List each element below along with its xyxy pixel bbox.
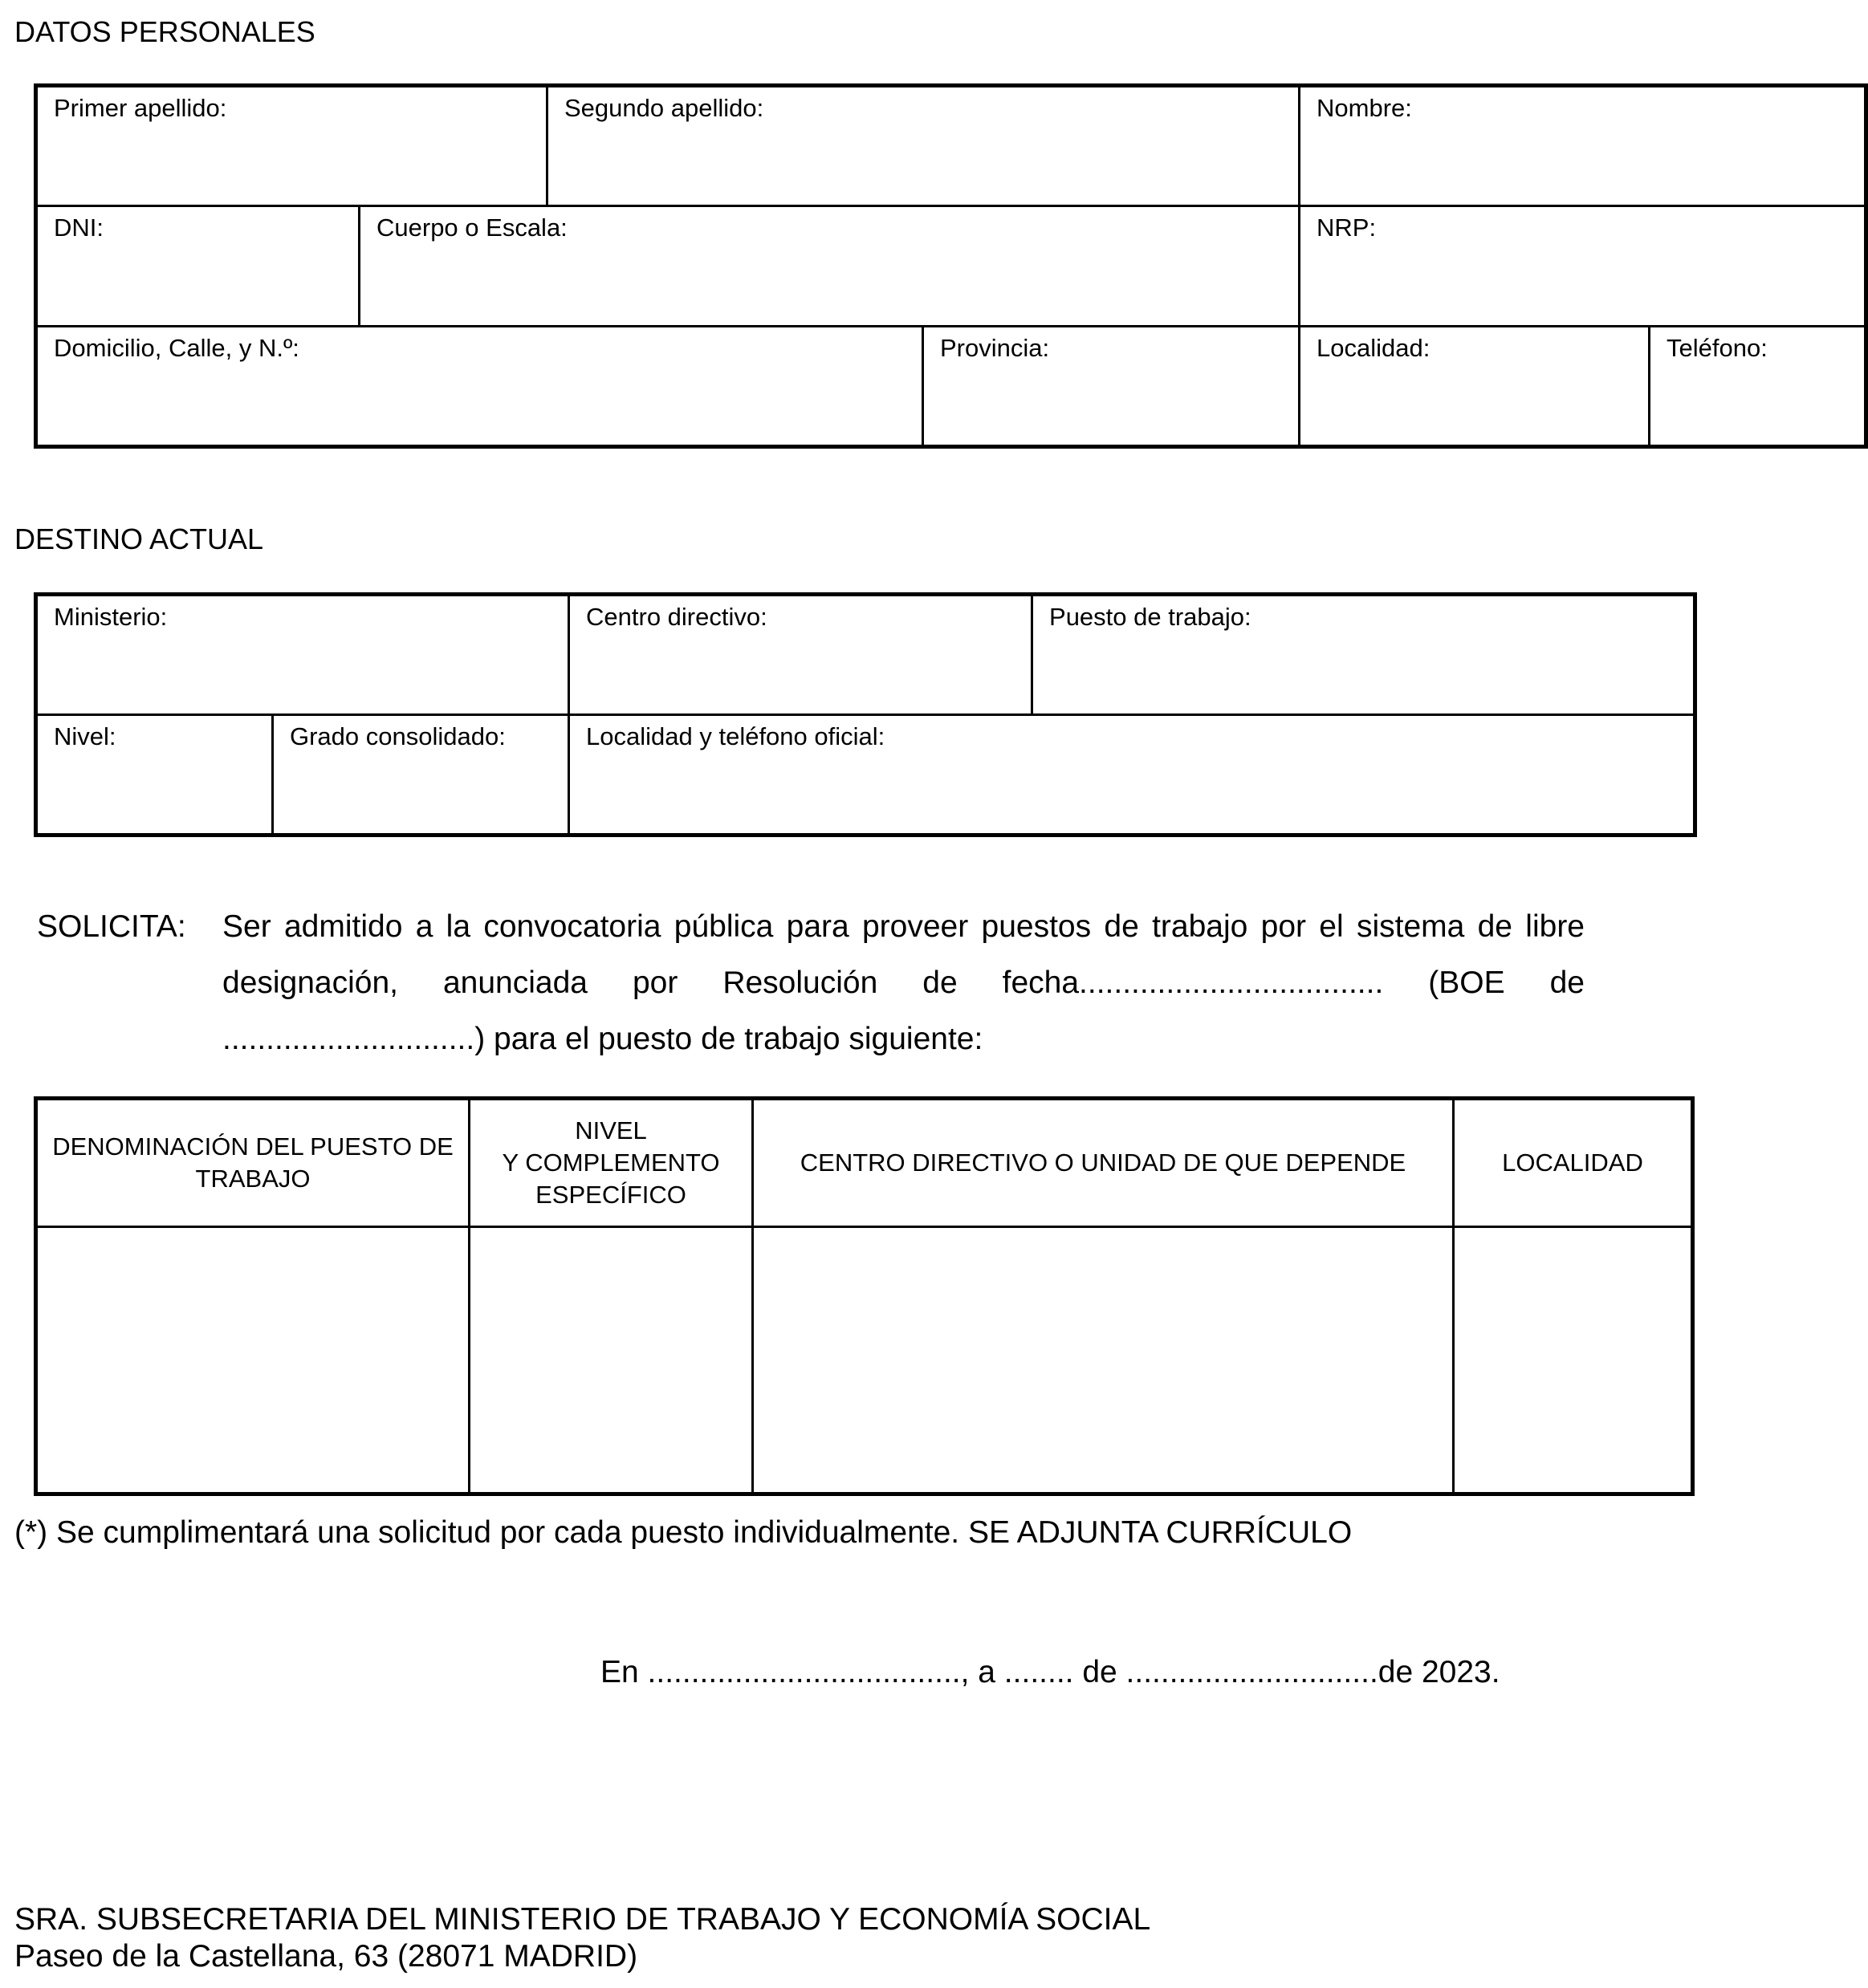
field-grado-consolidado[interactable]: Grado consolidado: xyxy=(273,715,569,835)
field-provincia[interactable]: Provincia: xyxy=(923,327,1300,447)
solicita-line-1: Ser admitido a la convocatoria pública para proveer puestos de trabajo por el sistema de libre xyxy=(222,909,1585,944)
field-cuerpo-escala[interactable]: Cuerpo o Escala: xyxy=(360,206,1300,327)
field-localidad-telefono-oficial[interactable]: Localidad y teléfono oficial: xyxy=(569,715,1695,835)
header-centro-directivo: CENTRO DIRECTIVO O UNIDAD DE QUE DEPENDE xyxy=(753,1099,1454,1227)
field-puesto-trabajo[interactable]: Puesto de trabajo: xyxy=(1032,595,1695,715)
date-line: En ...................................., a ........ de .............................de 2023. xyxy=(600,1655,1500,1689)
cell-nivel-complemento[interactable] xyxy=(470,1227,753,1494)
address-line-2: Paseo de la Castellana, 63 (28071 MADRID) xyxy=(14,1939,638,1974)
field-nombre[interactable]: Nombre: xyxy=(1300,86,1866,206)
destino-actual-table xyxy=(34,592,1697,837)
field-segundo-apellido[interactable]: Segundo apellido: xyxy=(547,86,1300,206)
section-title-destino-actual: DESTINO ACTUAL xyxy=(14,522,264,555)
solicita-body xyxy=(222,899,1585,1067)
header-localidad: LOCALIDAD xyxy=(1454,1099,1693,1227)
field-domicilio[interactable]: Domicilio, Calle, y N.º: xyxy=(36,327,923,447)
field-centro-directivo[interactable]: Centro directivo: xyxy=(569,595,1032,715)
note-text: (*) Se cumplimentará una solicitud por cada puesto individualmente. SE ADJUNTA CURRÍCULO xyxy=(14,1515,1353,1550)
field-telefono[interactable]: Teléfono: xyxy=(1650,327,1866,447)
field-ministerio[interactable]: Ministerio: xyxy=(36,595,569,715)
field-primer-apellido[interactable]: Primer apellido: xyxy=(36,86,547,206)
solicita-label: SOLICITA: xyxy=(37,909,186,944)
header-denominacion: DENOMINACIÓN DEL PUESTO DE TRABAJO xyxy=(36,1099,470,1227)
section-title-datos-personales: DATOS PERSONALES xyxy=(14,15,315,48)
datos-personales-table xyxy=(34,83,1868,449)
field-localidad[interactable]: Localidad: xyxy=(1300,327,1650,447)
address-line-1: SRA. SUBSECRETARIA DEL MINISTERIO DE TRABAJO Y ECONOMÍA SOCIAL xyxy=(14,1902,1151,1937)
puesto-table xyxy=(34,1096,1695,1496)
field-dni[interactable]: DNI: xyxy=(36,206,360,327)
cell-localidad[interactable] xyxy=(1454,1227,1693,1494)
cell-denominacion[interactable] xyxy=(36,1227,470,1494)
field-nivel[interactable]: Nivel: xyxy=(36,715,273,835)
solicita-line-2: designación, anunciada por Resolución de fecha................................... (BOE de xyxy=(222,966,1585,1000)
cell-centro-directivo[interactable] xyxy=(753,1227,1454,1494)
header-nivel-complemento: NIVEL Y COMPLEMENTO ESPECÍFICO xyxy=(470,1099,753,1227)
field-nrp[interactable]: NRP: xyxy=(1300,206,1866,327)
solicita-line-3: .............................) para el puesto de trabajo siguiente: xyxy=(222,1022,983,1056)
